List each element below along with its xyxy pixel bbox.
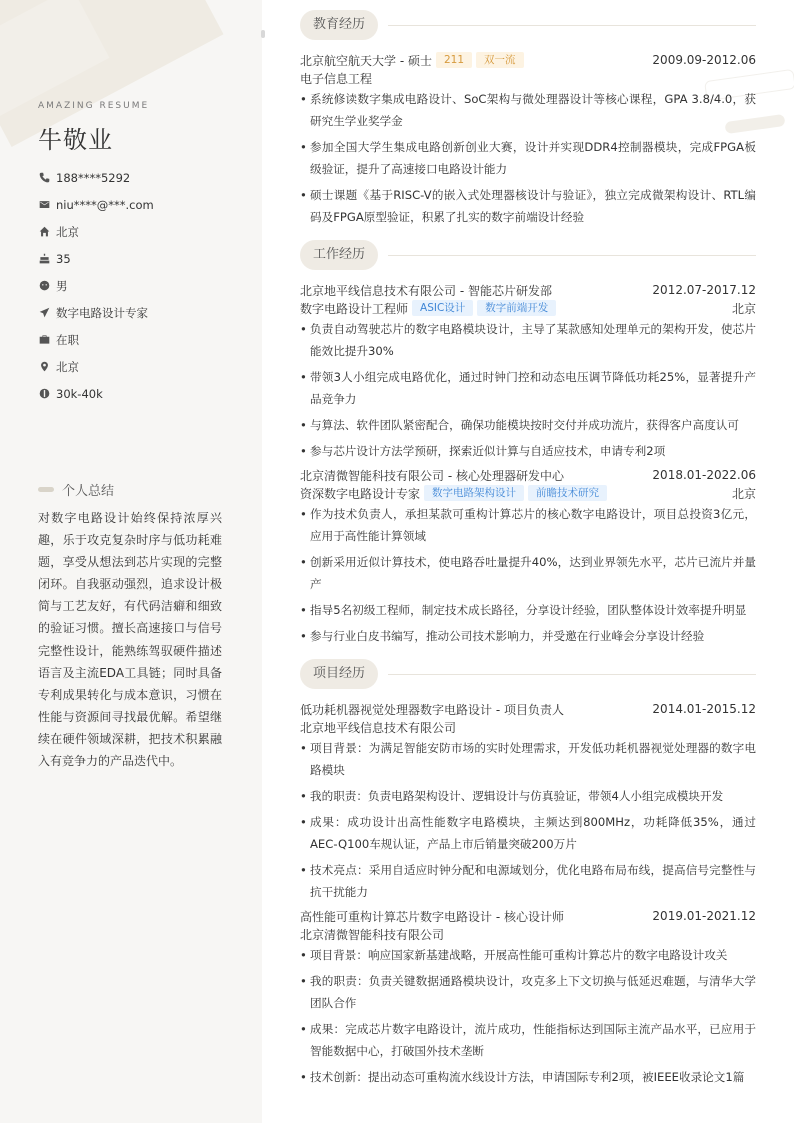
company-name: 北京清微智能科技有限公司 - 核心处理器研发中心 — [300, 468, 564, 483]
bullet-item: • 技术亮点：采用自适应时钟分配和电源域划分，优化电路布局布线，提高信号完整性与抗干扰能力 — [300, 859, 756, 903]
main-content — [300, 10, 756, 1100]
divider — [388, 674, 756, 675]
cake-icon — [38, 253, 50, 265]
education-header — [300, 51, 756, 69]
bullet-item: • 成果：成功设计出高性能数字电路模块，主频达到800MHz，功耗降低35%，通过AEC-Q100车规认证，产品上市后销量突破200万片 — [300, 811, 756, 855]
bullet-list — [300, 318, 756, 462]
bullet-item: • 作为技术负责人，承担某款可重构计算芯片的核心数字电路设计，项目总投资3亿元，应用于高性能计算领域 — [300, 503, 756, 547]
summary-text: 对数字电路设计始终保持浓厚兴趣，乐于攻克复杂时序与低功耗难题，享受从想法到芯片实现的完整闭环。自我驱动强烈，追求设计极简与工艺友好，有代码洁癖和细致的验证习惯。擅长高速接口与信号完整性设计，能熟练驾驭硬件描述语言及主流EDA工具链；同时具备专利成果转化与成本意识，习惯在性能与资源间寻找最优解。希望继续在硬件领域深耕，把技术积累融入有竞争力的产品迭代中。 — [38, 511, 222, 769]
job-header — [300, 466, 756, 484]
bullet-item: • 系统修读数字集成电路设计、SoC架构与微处理器设计等核心课程，GPA 3.8/4.0，获研究生学业奖学金 — [300, 88, 756, 132]
contact-age — [38, 245, 154, 272]
job-entry — [300, 281, 756, 462]
contact-text: 在职 — [56, 332, 79, 347]
project-company: 北京清微智能科技有限公司 — [300, 927, 445, 942]
briefcase-icon — [38, 334, 50, 346]
date-range: 2018.01-2022.06 — [652, 468, 756, 482]
skill-tag: 数字电路架构设计 — [424, 485, 524, 501]
section-title: 项目经历 — [300, 659, 378, 689]
bullet-list — [300, 737, 756, 903]
contact-salary — [38, 380, 154, 407]
bullet-item: • 我的职责：负责关键数据通路模块设计，攻克多上下文切换与低延迟难题，与清华大学团队合作 — [300, 970, 756, 1014]
school-tag: 双一流 — [476, 52, 524, 68]
bullet-list — [300, 503, 756, 647]
work-section — [300, 240, 756, 647]
date-range: 2014.01-2015.12 — [652, 702, 756, 716]
job-city: 北京 — [731, 486, 756, 501]
contact-location — [38, 353, 154, 380]
contact-list — [38, 164, 154, 407]
job-city: 北京 — [731, 301, 756, 316]
location-icon — [38, 361, 50, 373]
bullet-item: • 我的职责：负责电路架构设计、逻辑设计与仿真验证，带领4人小组完成模块开发 — [300, 785, 756, 807]
projects-section — [300, 659, 756, 1088]
bullet-item: • 创新采用近似计算技术，使电路吞吐量提升40%，达到业界领先水平，芯片已流片并量产 — [300, 551, 756, 595]
date-range: 2012.07-2017.12 — [652, 283, 756, 297]
bullet-item: • 参与芯片设计方法学预研，探索近似计算与自适应技术，申请专利2项 — [300, 440, 756, 462]
contact-text: 30k-40k — [56, 386, 103, 401]
job-role: 数字电路设计工程师 — [300, 301, 409, 316]
bullet-item: • 参加全国大学生集成电路创新创业大赛，设计并实现DDR4控制器模块，完成FPGA板级验证，提升了高速接口电路设计能力 — [300, 136, 756, 180]
job-entry — [300, 466, 756, 647]
school-tag: 211 — [436, 52, 472, 68]
section-heading — [300, 10, 756, 40]
date-range: 2019.01-2021.12 — [652, 909, 756, 923]
phone-icon — [38, 172, 50, 184]
bullet-list — [300, 88, 756, 228]
contact-text: 北京 — [56, 359, 79, 374]
contact-status — [38, 326, 154, 353]
contact-phone — [38, 164, 154, 191]
project-company: 北京地平线信息技术有限公司 — [300, 720, 457, 735]
mail-icon — [38, 199, 50, 211]
school-name: 北京航空航天大学 - 硕士 — [300, 53, 432, 68]
contact-gender — [38, 272, 154, 299]
contact-title — [38, 299, 154, 326]
project-company-row — [300, 718, 756, 736]
job-role-row — [300, 484, 756, 502]
project-name: 高性能可重构计算芯片数字电路设计 - 核心设计师 — [300, 909, 564, 924]
major: 电子信息工程 — [300, 71, 373, 86]
section-title: 教育经历 — [300, 10, 378, 40]
skill-tag: 前瞻技术研究 — [528, 485, 607, 501]
bullet-item: • 项目背景：为满足智能安防市场的实时处理需求，开发低功耗机器视觉处理器的数字电路模块 — [300, 737, 756, 781]
candidate-name: 牛敬业 — [38, 126, 113, 154]
job-header — [300, 281, 756, 299]
contact-text: niu****@***.com — [56, 197, 154, 212]
brand-label: AMAZING RESUME — [38, 101, 150, 111]
project-header — [300, 700, 756, 718]
company-name: 北京地平线信息技术有限公司 - 智能芯片研发部 — [300, 283, 552, 298]
contact-text: 男 — [56, 278, 68, 293]
contact-text: 北京 — [56, 224, 79, 239]
bullet-item: • 负责自动驾驶芯片的数字电路模块设计，主导了某款感知处理单元的架构开发，使芯片能效比提升30% — [300, 318, 756, 362]
summary-title: 个人总结 — [62, 484, 115, 499]
project-company-row — [300, 925, 756, 943]
contact-text: 数字电路设计专家 — [56, 305, 148, 320]
job-role-row — [300, 299, 756, 317]
divider — [388, 25, 756, 26]
skill-tag: ASIC设计 — [412, 300, 473, 316]
contact-text: 188****5292 — [56, 170, 131, 185]
bullet-item: • 参与行业白皮书编写，推动公司技术影响力，并受邀在行业峰会分享设计经验 — [300, 625, 756, 647]
bullet-item: • 硕士课题《基于RISC-V的嵌入式处理器核设计与验证》，独立完成微架构设计、RTL编码及FPGA原型验证，积累了扎实的数字前端设计经验 — [300, 184, 756, 228]
bullet-item: • 成果：完成芯片数字电路设计，流片成功，性能指标达到国际主流产品水平，已应用于智能数据中心，打破国外技术垄断 — [300, 1018, 756, 1062]
bullet-list — [300, 944, 756, 1088]
project-entry — [300, 700, 756, 903]
scroll-indicator — [261, 30, 265, 38]
section-heading — [300, 240, 756, 270]
bullet-item: • 技术创新：提出动态可重构流水线设计方法，申请国际专利2项，被IEEE收录论文1篇 — [300, 1066, 756, 1088]
project-header — [300, 907, 756, 925]
divider — [388, 255, 756, 256]
project-entry — [300, 907, 756, 1088]
contact-text: 35 — [56, 251, 71, 266]
job-role: 资深数字电路设计专家 — [300, 486, 421, 501]
date-range: 2009.09-2012.06 — [652, 53, 756, 67]
contact-city — [38, 218, 154, 245]
money-icon — [38, 388, 50, 400]
contact-email — [38, 191, 154, 218]
section-heading — [300, 659, 756, 689]
send-icon — [38, 307, 50, 319]
home-icon — [38, 226, 50, 238]
sidebar — [0, 0, 262, 1123]
bullet-item: • 项目背景：响应国家新基建战略，开展高性能可重构计算芯片的数字电路设计攻关 — [300, 944, 756, 966]
gender-icon — [38, 280, 50, 292]
education-major-row — [300, 69, 756, 87]
skill-tag: 数字前端开发 — [477, 300, 556, 316]
heading-bar — [38, 487, 54, 492]
project-name: 低功耗机器视觉处理器数字电路设计 - 项目负责人 — [300, 702, 564, 717]
section-title: 工作经历 — [300, 240, 378, 270]
education-section — [300, 10, 756, 228]
bullet-item: • 与算法、软件团队紧密配合，确保功能模块按时交付并成功流片，获得客户高度认可 — [300, 414, 756, 436]
bullet-item: • 指导5名初级工程师，制定技术成长路径，分享设计经验，团队整体设计效率提升明显 — [300, 599, 756, 621]
bullet-item: • 带领3人小组完成电路优化，通过时钟门控和动态电压调节降低功耗25%，显著提升产品竞争力 — [300, 366, 756, 410]
summary-heading — [38, 480, 114, 499]
